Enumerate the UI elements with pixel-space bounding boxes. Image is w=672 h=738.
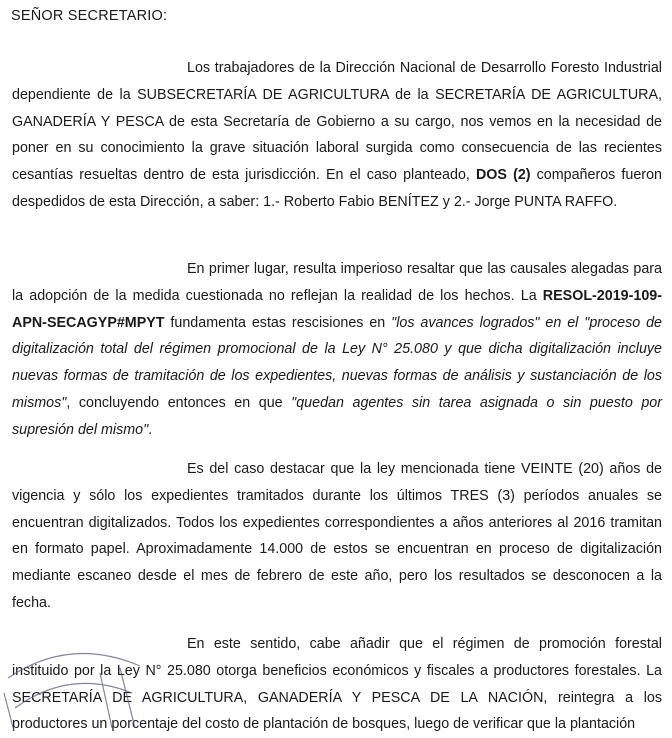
salutation: SEÑOR SECRETARIO:	[11, 8, 168, 24]
quote-1: "los avances logrados" en el "proceso de digitalización total del régimen promocional de la Ley N° 25.080 y que dicha digitalización incluye nuevas formas de tramitación de los expedientes, nuevas formas de análisis y sustanciación de los mismos"	[12, 314, 662, 411]
paragraph-1-text-b: compañeros fueron despedidos de esta Dirección, a saber: 1.- Roberto Fabio BENÍTEZ y 2.- Jorge PUNTA RAFFO.	[12, 167, 662, 210]
paragraph-2-text-b: fundamenta estas rescisiones en	[164, 314, 392, 331]
paragraph-1-bold: DOS (2)	[475, 167, 531, 184]
paragraph-3-text: Es del caso destacar que la ley mencionada tiene VEINTE (20) años de vigencia y sólo los expedientes tramitados durante los últimos TRES (3) períodos anuales se encuentran digitalizados. Todos los expedientes correspondientes a años anteriores al 2016 tramitan en formato papel. Aproximadamente 14.000 de estos se encuentran en proceso de digitalización mediante escaneo desde el mes de febrero de este año, pero los resultados se desconocen a la fecha.	[12, 461, 662, 611]
paragraph-4-text: En este sentido, cabe añadir que el régimen de promoción forestal instituido por la Ley N° 25.080 otorga beneficios económicos y fiscales a productores forestales. La SECRETARÍA DE AGRICULTURA, GANADERÍA Y PESCA DE LA NACIÓN, reintegra a los productores un porcentaje del costo de plantación de bosques, luego de verificar que la plantación	[12, 636, 662, 733]
paragraph-2-text-d: .	[148, 421, 153, 438]
paragraph-1-text-a: Los trabajadores de la Dirección Nacional de Desarrollo Foresto Industrial dependiente de la SUBSECRETARÍA DE AGRICULTURA de la SECRETARÍA DE AGRICULTURA, GANADERÍA Y PESCA de esta Secretaría de Gobierno a su cargo, nos vemos en la necesidad de poner en su conocimiento la grave situación laboral surgida como consecuencia de las recientes cesantías resueltas dentro de esta jurisdicción. En el caso planteado,	[12, 60, 662, 184]
paragraph-4	[12, 631, 662, 738]
resolution-number: RESOL-2019-109-APN-SECAGYP#MPYT	[12, 287, 662, 331]
paragraph-3	[12, 456, 662, 617]
quote-2: "quedan agentes sin tarea asignada o sin puesto por supresión del mismo"	[12, 394, 662, 438]
paragraph-1	[12, 55, 662, 216]
paragraph-2-text-c: , concluyendo entonces en que	[66, 394, 292, 411]
paragraph-2-text-a: En primer lugar, resulta imperioso resaltar que las causales alegadas para la adopción de la medida cuestionada no reflejan la realidad de los hechos. La	[12, 261, 662, 304]
paragraph-2	[12, 256, 662, 444]
